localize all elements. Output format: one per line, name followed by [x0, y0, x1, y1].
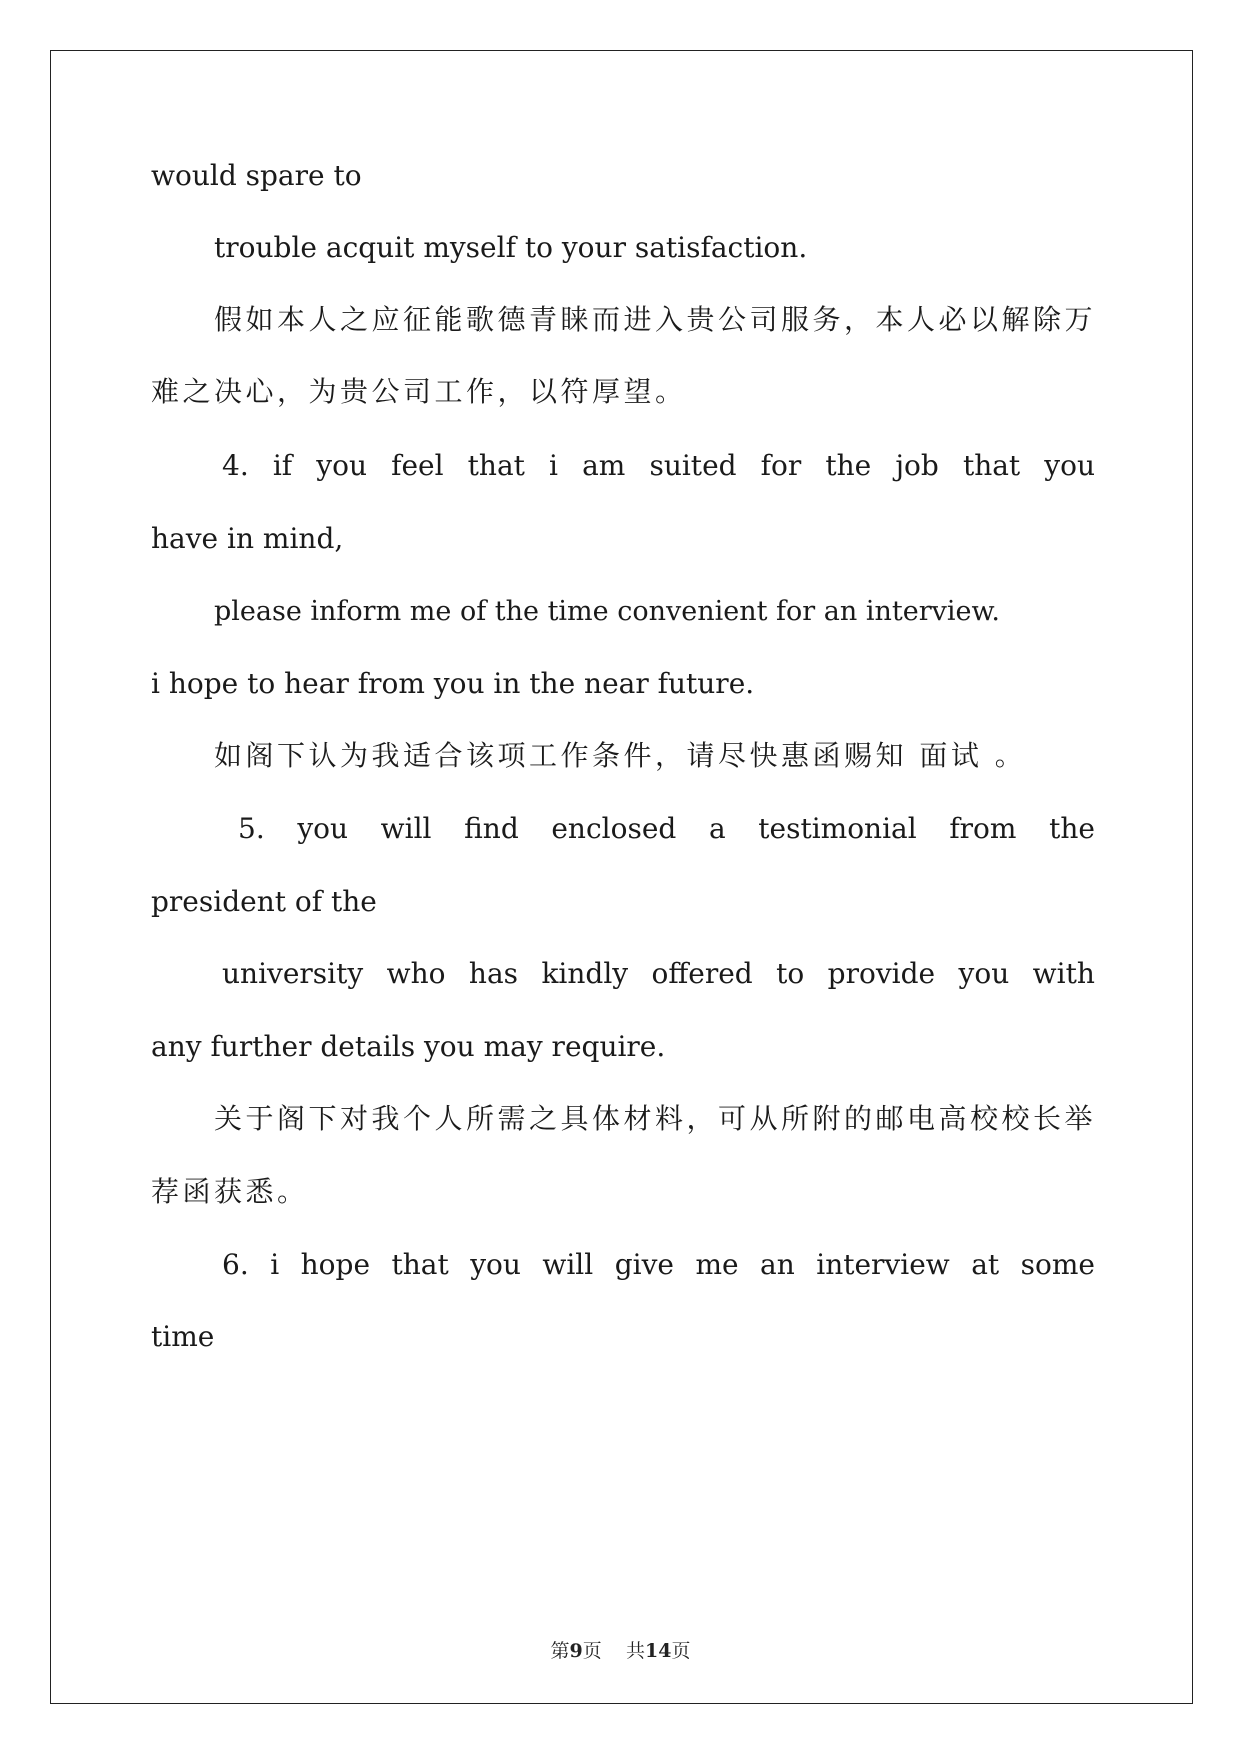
- word: provide: [827, 957, 936, 990]
- word: i: [270, 1248, 280, 1281]
- word: am: [582, 449, 626, 482]
- total-prefix: 共: [625, 1640, 645, 1662]
- text-line-2: trouble acquit myself to your satisfaction.: [214, 231, 808, 264]
- word: you: [316, 449, 367, 482]
- total-pages: 14: [644, 1640, 672, 1662]
- word: enclosed: [551, 812, 677, 845]
- word: you: [1044, 449, 1095, 482]
- word: you: [297, 812, 349, 845]
- text-line-4: 难之决心，为贵公司工作，以符厚望。: [151, 375, 687, 408]
- word: with: [1032, 957, 1095, 990]
- page-suffix: 页: [582, 1640, 602, 1662]
- word: some: [1020, 1248, 1095, 1281]
- page-prefix: 第: [550, 1640, 570, 1662]
- text-line-11: president of the: [151, 885, 377, 918]
- page-number: 9: [569, 1640, 583, 1662]
- text-line-12: [222, 957, 1095, 990]
- word: give: [614, 1248, 674, 1281]
- word: that: [467, 449, 525, 482]
- text-line-9: 如阁下认为我适合该项工作条件，请尽快惠函赐知 面试 。: [214, 739, 1027, 772]
- page-footer: [0, 1636, 1241, 1663]
- word: university: [222, 957, 364, 990]
- word: 5.: [238, 812, 265, 845]
- word: you: [958, 957, 1010, 990]
- text-line-15: 荐函获悉。: [151, 1175, 309, 1208]
- word: find: [464, 812, 519, 845]
- word: 4.: [222, 449, 249, 482]
- word: the: [1049, 812, 1095, 845]
- text-line-5: [222, 449, 1095, 482]
- word: has: [468, 957, 519, 990]
- text-line-13: any further details you may require.: [151, 1030, 666, 1063]
- word: for: [760, 449, 802, 482]
- text-line-16: [222, 1248, 1095, 1281]
- word: the: [825, 449, 872, 482]
- word: hope: [300, 1248, 371, 1281]
- word: testimonial: [758, 812, 917, 845]
- page-border: [50, 50, 1193, 1704]
- text-line-14: 关于阁下对我个人所需之具体材料，可从所附的邮电高校校长举: [214, 1102, 1097, 1135]
- total-suffix: 页: [671, 1640, 691, 1662]
- word: me: [695, 1248, 739, 1281]
- word: a: [708, 812, 726, 845]
- word: at: [971, 1248, 1000, 1281]
- word: that: [391, 1248, 449, 1281]
- word: an: [760, 1248, 795, 1281]
- word: if: [272, 449, 293, 482]
- word: from: [949, 812, 1017, 845]
- word: offered: [651, 957, 753, 990]
- word: job: [895, 449, 939, 482]
- word: that: [962, 449, 1021, 482]
- text-line-3: 假如本人之应征能歌德青睐而进入贵公司服务，本人必以解除万: [214, 303, 1097, 336]
- text-line-7: please inform me of the time convenient for an interview.: [214, 596, 1000, 627]
- word: suited: [649, 449, 737, 482]
- word: 6.: [222, 1248, 249, 1281]
- text-line-17: time: [151, 1320, 215, 1353]
- word: kindly: [541, 957, 629, 990]
- word: interview: [816, 1248, 950, 1281]
- text-line-8: i hope to hear from you in the near future.: [151, 667, 755, 700]
- word: i: [549, 449, 558, 482]
- word: to: [776, 957, 805, 990]
- word: who: [386, 957, 446, 990]
- word: you: [470, 1248, 521, 1281]
- text-line-10: [238, 812, 1095, 845]
- word: feel: [391, 449, 444, 482]
- word: will: [542, 1248, 594, 1281]
- text-line-1: would spare to: [151, 159, 362, 192]
- text-line-6: have in mind,: [151, 522, 344, 555]
- word: will: [380, 812, 432, 845]
